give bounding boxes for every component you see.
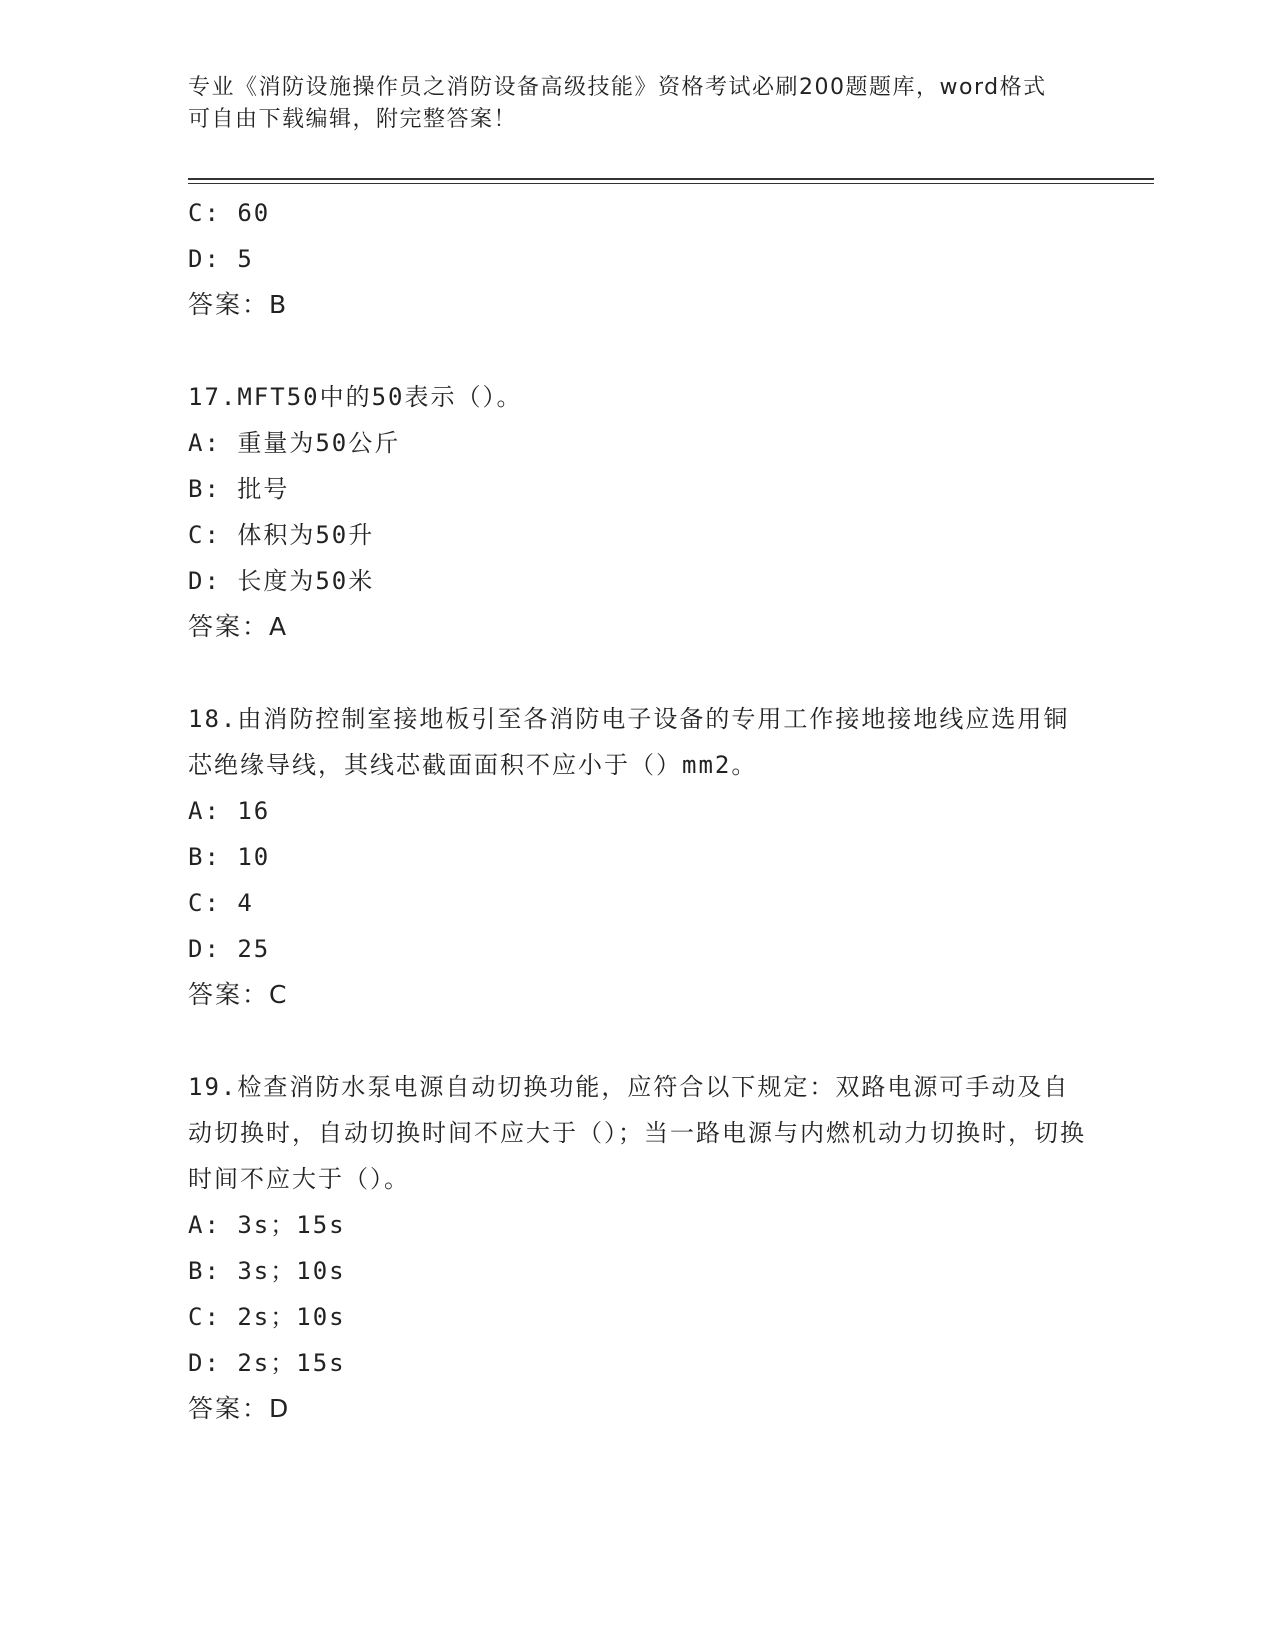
question-text: 18.由消防控制室接地板引至各消防电子设备的专用工作接地接地线应选用铜芯绝缘导线，其线芯截面面积不应小于（）mm2。 <box>188 705 1070 779</box>
option-b: B: 批号 <box>188 475 290 503</box>
question-17 <box>188 374 1088 650</box>
document-header <box>188 72 1068 136</box>
option-a: A: 重量为50公斤 <box>188 429 401 457</box>
option-c: C: 60 <box>188 199 271 227</box>
previous-question-tail <box>188 190 1088 328</box>
question-19 <box>188 1064 1088 1432</box>
answer-line: 答案：A <box>188 612 289 641</box>
option-b: B: 10 <box>188 843 271 871</box>
answer-line: 答案：C <box>188 980 289 1009</box>
option-c: C: 4 <box>188 889 254 917</box>
option-a: A: 16 <box>188 797 271 825</box>
option-a: A: 3s；15s <box>188 1211 346 1239</box>
question-18 <box>188 696 1088 1018</box>
header-title: 专业《消防设施操作员之消防设备高级技能》资格考试必刷200题题库，word格式可自由下载编辑，附完整答案！ <box>188 75 1047 132</box>
header-divider <box>188 178 1154 180</box>
option-d: D: 长度为50米 <box>188 567 375 595</box>
option-b: B: 3s；10s <box>188 1257 346 1285</box>
question-list <box>188 190 1088 1432</box>
option-c: C: 体积为50升 <box>188 521 375 549</box>
answer-line: 答案：B <box>188 290 289 319</box>
option-d: D: 5 <box>188 245 254 273</box>
question-text: 17.MFT50中的50表示（）。 <box>188 383 523 411</box>
option-c: C: 2s；10s <box>188 1303 346 1331</box>
answer-line: 答案：D <box>188 1394 291 1423</box>
option-d: D: 25 <box>188 935 271 963</box>
option-d: D: 2s；15s <box>188 1349 346 1377</box>
question-text: 19.检查消防水泵电源自动切换功能，应符合以下规定：双路电源可手动及自动切换时，自动切换时间不应大于（）；当一路电源与内燃机动力切换时，切换时间不应大于（）。 <box>188 1073 1086 1193</box>
header-divider-thin <box>188 183 1154 184</box>
